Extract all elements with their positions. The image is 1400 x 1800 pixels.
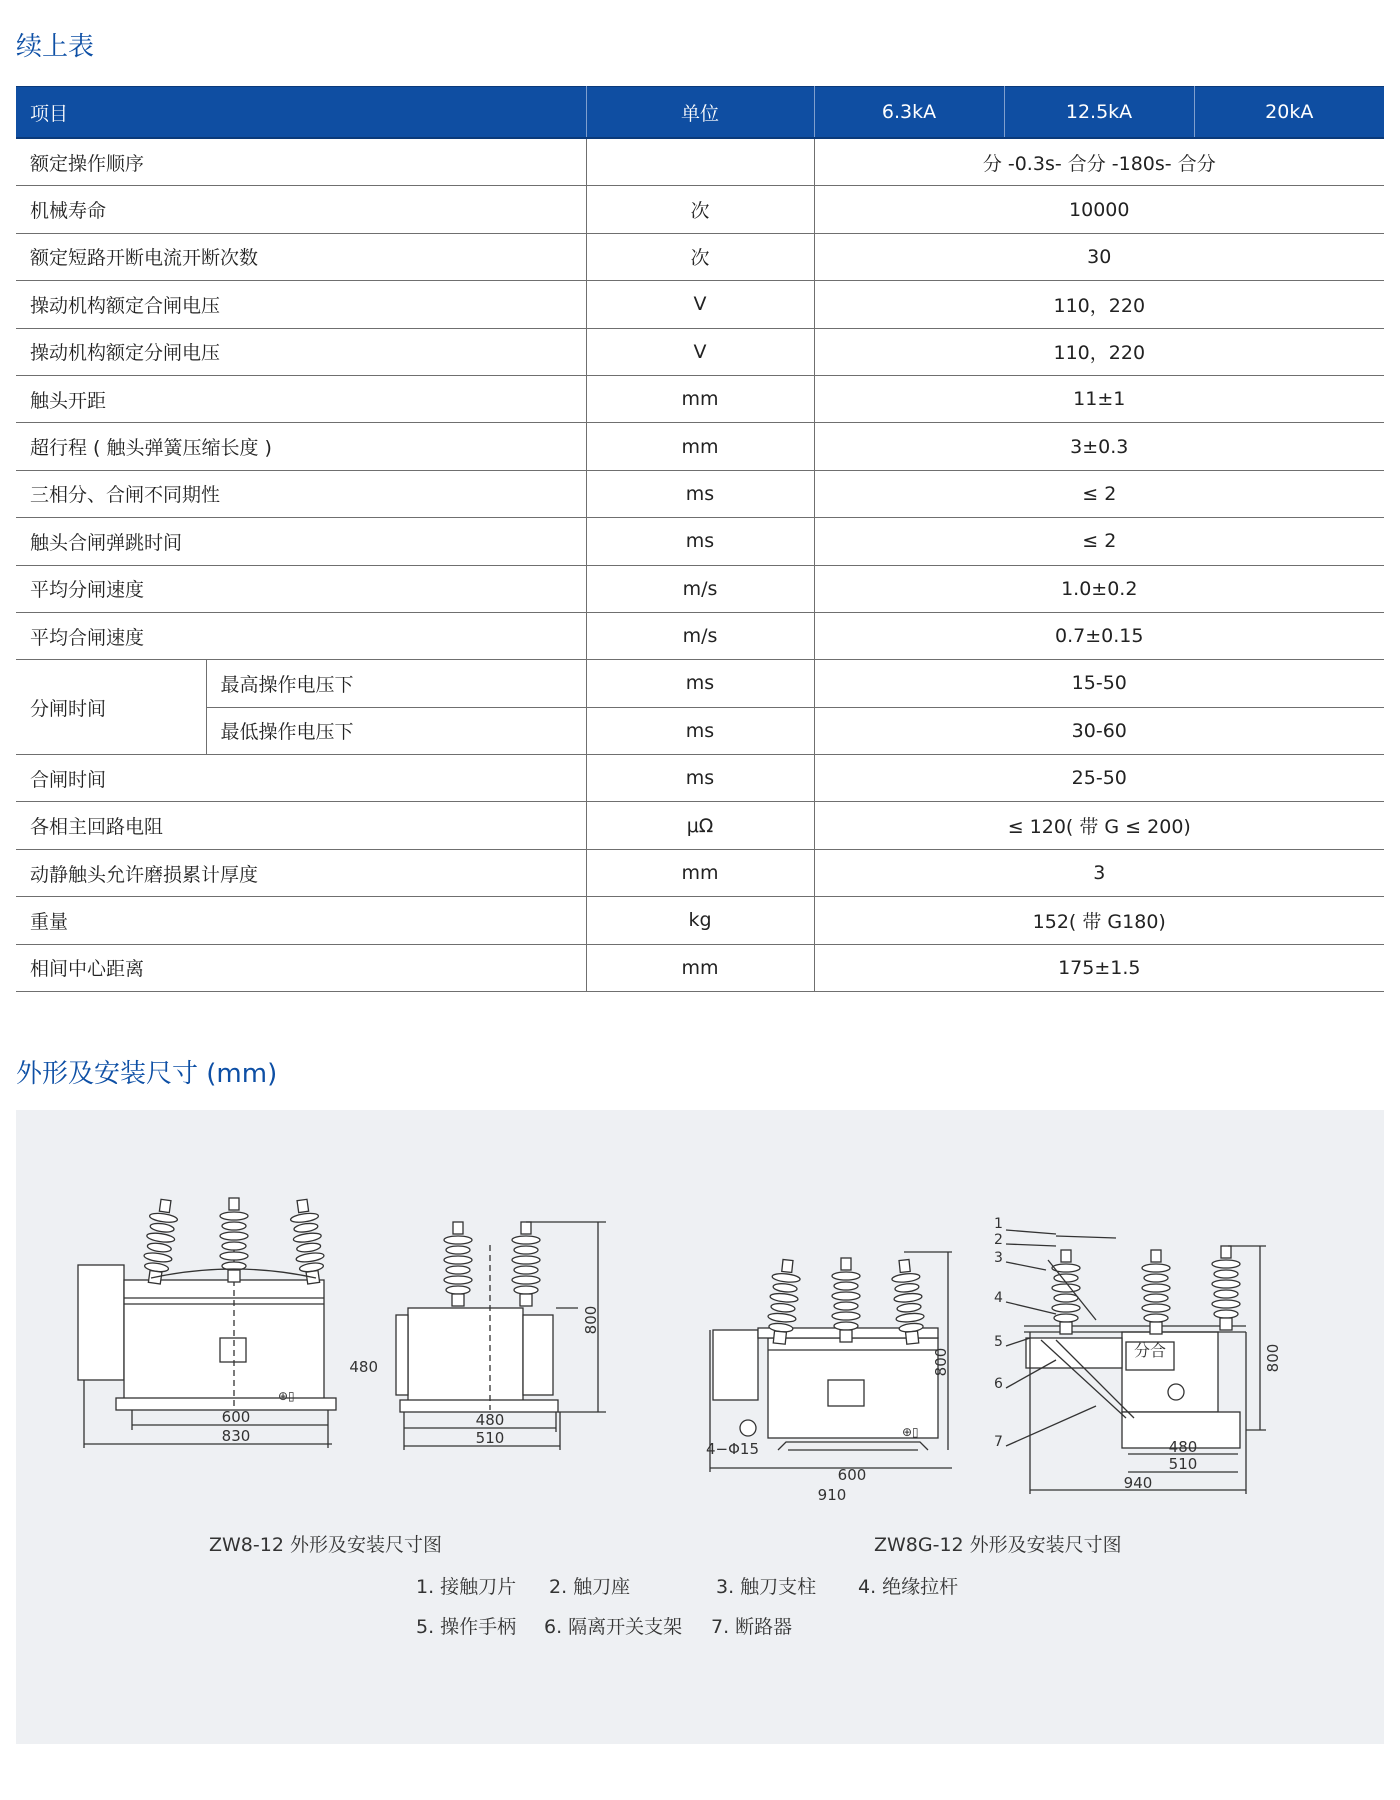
header-item: 项目 (16, 87, 586, 139)
part-number-2: 2 (994, 1232, 1003, 1248)
row-item: 平均分闸速度 (16, 565, 586, 612)
table-row (16, 707, 1384, 754)
row-unit: V (586, 281, 814, 328)
row-item: 三相分、合闸不同期性 (16, 470, 586, 517)
row-item: 额定操作顺序 (16, 138, 586, 186)
table-row (16, 660, 1384, 707)
header-6-3ka: 6.3kA (814, 87, 1004, 139)
header-20ka: 20kA (1194, 87, 1384, 139)
legend-item-3: 3. 触刀支柱 (716, 1576, 817, 1598)
table-row (16, 233, 1384, 280)
zw8-side-dim-800: 800 (582, 1305, 600, 1335)
dimension-drawings (16, 1110, 1384, 1744)
zw8g-front-dim-800: 800 (932, 1347, 950, 1377)
row-item: 触头合闸弹跳时间 (16, 518, 586, 565)
zw8g-side-dim-510: 510 (1168, 1455, 1198, 1473)
table-row (16, 944, 1384, 991)
row-unit: ms (586, 707, 814, 754)
row-unit: mm (586, 849, 814, 896)
row-unit (586, 138, 814, 186)
row-value: 10000 (814, 186, 1384, 233)
part-number-5: 5 (994, 1334, 1003, 1350)
table-row (16, 470, 1384, 517)
row-value: 11±1 (814, 375, 1384, 422)
table-row (16, 186, 1384, 233)
table-row (16, 755, 1384, 802)
zw8-side-dim-480-height: 480 (349, 1358, 378, 1376)
row-unit: ms (586, 518, 814, 565)
zw8g-front-dim-holes: 4−Φ15 (706, 1440, 760, 1458)
table-row (16, 281, 1384, 328)
header-12-5ka: 12.5kA (1004, 87, 1194, 139)
row-item: 额定短路开断电流开断次数 (16, 233, 586, 280)
row-item: 重量 (16, 897, 586, 944)
table-header-row (16, 87, 1384, 139)
row-item: 操动机构额定分闸电压 (16, 328, 586, 375)
row-item: 各相主回路电阻 (16, 802, 586, 849)
svg-text:⊕▯: ⊕▯ (278, 1389, 295, 1403)
row-unit: ms (586, 755, 814, 802)
row-unit: mm (586, 944, 814, 991)
row-value: 25-50 (814, 755, 1384, 802)
table-row (16, 849, 1384, 896)
svg-text:⊕▯: ⊕▯ (902, 1425, 919, 1439)
section-title-continued-table: 续上表 (16, 32, 95, 62)
section-title-dimensions: 外形及安装尺寸 (mm) (16, 1059, 278, 1089)
row-item: 触头开距 (16, 375, 586, 422)
row-value: 30 (814, 233, 1384, 280)
zw8-front-dim-600: 600 (221, 1408, 251, 1426)
legend-item-6: 6. 隔离开关支架 (544, 1616, 683, 1638)
zw8g-front-dim-910: 910 (817, 1486, 847, 1504)
row-value: 110，220 (814, 281, 1384, 328)
legend-item-4: 4. 绝缘拉杆 (858, 1576, 959, 1598)
table-row (16, 802, 1384, 849)
row-value: 3±0.3 (814, 423, 1384, 470)
row-value: 1.0±0.2 (814, 565, 1384, 612)
row-value: 3 (814, 849, 1384, 896)
part-number-6: 6 (994, 1376, 1003, 1392)
part-number-1: 1 (994, 1216, 1003, 1232)
zw8g-side-dim-940: 940 (1123, 1474, 1153, 1492)
row-unit: m/s (586, 612, 814, 659)
zw8g-caption: ZW8G-12 外形及安装尺寸图 (874, 1534, 1122, 1556)
row-value: ≤ 120( 带 G ≤ 200) (814, 802, 1384, 849)
zw8-side-dim-510: 510 (475, 1429, 505, 1447)
row-value: 152( 带 G180) (814, 897, 1384, 944)
row-unit: 次 (586, 233, 814, 280)
zw8g-front-dim-600: 600 (837, 1466, 867, 1484)
row-unit: m/s (586, 565, 814, 612)
part-number-7: 7 (994, 1434, 1003, 1450)
spec-table (16, 86, 1384, 992)
row-unit: ms (586, 660, 814, 707)
row-value: ≤ 2 (814, 470, 1384, 517)
row-value: 15-50 (814, 660, 1384, 707)
row-value: 0.7±0.15 (814, 612, 1384, 659)
zw8g-side-view (1006, 1230, 1266, 1494)
row-unit: ms (586, 470, 814, 517)
zw8-front-dim-830: 830 (221, 1427, 251, 1445)
header-unit: 单位 (586, 87, 814, 139)
row-subitem: 最高操作电压下 (206, 660, 586, 707)
zw8g-front-view (710, 1252, 952, 1472)
row-unit: mm (586, 423, 814, 470)
zw8-caption: ZW8-12 外形及安装尺寸图 (209, 1534, 442, 1556)
row-item: 平均合闸速度 (16, 612, 586, 659)
legend-item-7: 7. 断路器 (711, 1616, 793, 1638)
row-item-split: 分闸时间 (16, 660, 206, 755)
row-subitem: 最低操作电压下 (206, 707, 586, 754)
row-unit: μΩ (586, 802, 814, 849)
row-value: 175±1.5 (814, 944, 1384, 991)
row-item: 超行程 ( 触头弹簧压缩长度 ) (16, 423, 586, 470)
row-item: 操动机构额定合闸电压 (16, 281, 586, 328)
row-value: ≤ 2 (814, 518, 1384, 565)
table-row (16, 328, 1384, 375)
row-unit: 次 (586, 186, 814, 233)
legend-item-2: 2. 触刀座 (549, 1576, 631, 1598)
part-number-4: 4 (994, 1290, 1003, 1306)
row-unit: V (586, 328, 814, 375)
table-row (16, 423, 1384, 470)
row-unit: kg (586, 897, 814, 944)
table-row (16, 897, 1384, 944)
zw8g-side-dim-800: 800 (1264, 1343, 1282, 1373)
table-row (16, 612, 1384, 659)
zw8g-side-dim-480: 480 (1168, 1438, 1198, 1456)
row-value: 分 -0.3s- 合分 -180s- 合分 (814, 138, 1384, 186)
row-value: 30-60 (814, 707, 1384, 754)
legend-item-1: 1. 接触刀片 (416, 1576, 517, 1598)
row-unit: mm (586, 375, 814, 422)
legend-item-5: 5. 操作手柄 (416, 1616, 517, 1638)
part-number-3: 3 (994, 1250, 1003, 1266)
row-item: 合闸时间 (16, 755, 586, 802)
table-row (16, 375, 1384, 422)
row-value: 110，220 (814, 328, 1384, 375)
dimension-drawing-panel (16, 1110, 1384, 1744)
row-item: 动静触头允许磨损累计厚度 (16, 849, 586, 896)
table-row (16, 565, 1384, 612)
zw8-side-dim-480: 480 (475, 1411, 505, 1429)
row-item: 相间中心距离 (16, 944, 586, 991)
table-row (16, 138, 1384, 186)
row-item: 机械寿命 (16, 186, 586, 233)
zw8g-switch-label: 分合 (1133, 1341, 1167, 1360)
table-row (16, 518, 1384, 565)
zw8-front-view (78, 1198, 336, 1448)
